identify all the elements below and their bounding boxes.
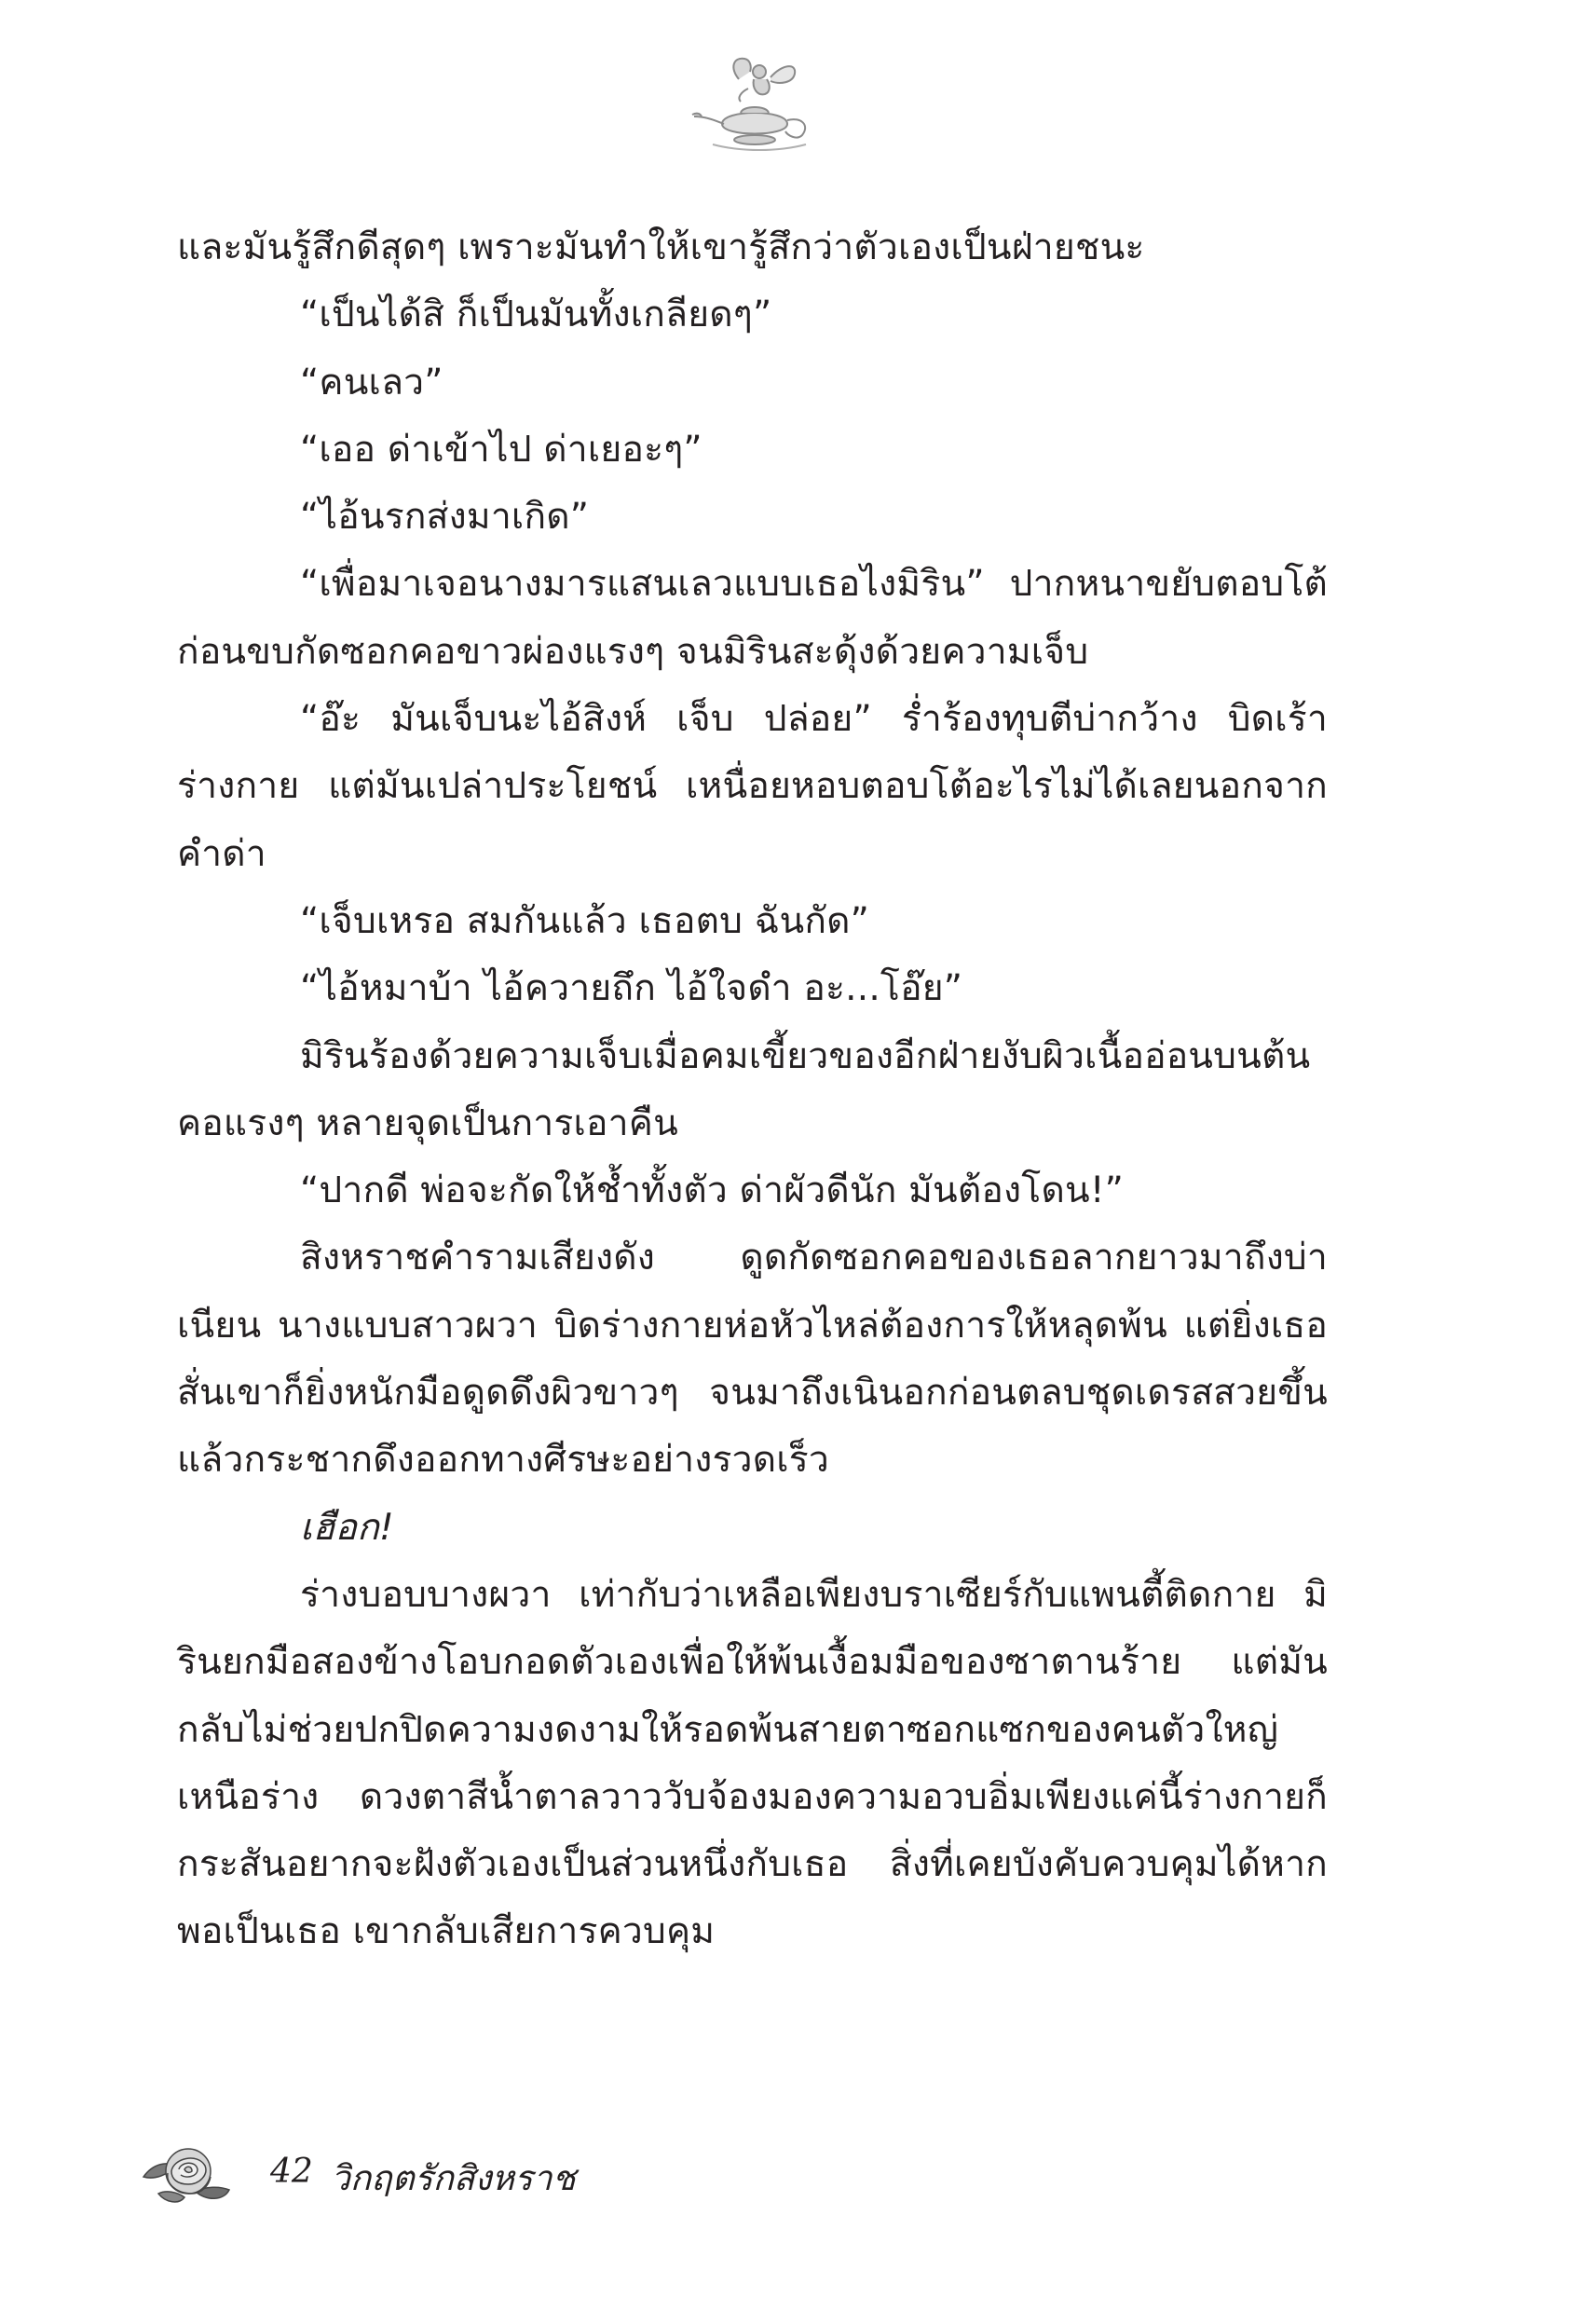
body-paragraph: “คนเลว” — [300, 361, 443, 403]
book-title: วิกฤตรักสิงหราช — [331, 2158, 576, 2198]
magic-lamp-cherub-icon — [685, 51, 825, 154]
body-paragraph: และมันรู้สึกดีสุดๆ เพราะมันทำให้เขารู้สึกว่าตัวเองเป็นฝ่ายชนะ — [177, 226, 1145, 268]
chapter-body-text — [177, 214, 1328, 1966]
page-number: 42 — [270, 2153, 313, 2191]
body-paragraph: “เจ็บเหรอ สมกันแล้ว เธอตบ ฉันกัด” — [300, 899, 870, 942]
body-paragraph: เฮือก! — [300, 1506, 394, 1549]
body-paragraph: “เพื่อมาเจอนางมารแสนเลวแบบเธอไงมิริน” ปากหนาขยับตอบโต้ก่อนขบกัดซอกคอขาวผ่องแรงๆ จนมิรินสะดุ้งด้วยความเจ็บ — [177, 563, 1328, 673]
body-paragraph: “ไอ้นรกส่งมาเกิด” — [300, 496, 590, 539]
body-paragraph: “อ๊ะ มันเจ็บนะไอ้สิงห์ เจ็บ ปล่อย” ร่ำร้องทุบตีบ่ากว้าง บิดเร้าร่างกาย แต่มันเปล่าประโยชน์ เหนื่อยหอบตอบโต้อะไรไม่ได้เลยนอกจากคำด่า — [177, 698, 1328, 875]
body-paragraph: “เป็นได้สิ ก็เป็นมันทั้งเกลียดๆ” — [300, 294, 772, 336]
rose-flower-icon — [140, 2136, 233, 2210]
page-footer — [140, 2136, 699, 2210]
body-paragraph: ร่างบอบบางผวา เท่ากับว่าเหลือเพียงบราเซียร์กับแพนตี้ติดกาย มิรินยกมือสองข้างโอบกอดตัวเองเพื่อให้พ้นเงื้อมมือของซาตานร้าย แต่มันกลับไม่ช่วยปกปิดความงดงามให้รอดพ้นสายตาซอกแซกของคนตัวใหญ่เหนือร่าง ดวงตาสีน้ำตาลวาววับจ้องมองความอวบอิ่มเพียงแค่นี้ร่างกายก็กระสันอยากจะฝังตัวเองเป็นส่วนหนึ่งกับเธอ สิ่งที่เคยบังคับควบคุมได้หากพอเป็นเธอ เขากลับเสียการควบคุม — [177, 1573, 1328, 1953]
body-paragraph: “เออ ด่าเข้าไป ด่าเยอะๆ” — [300, 428, 703, 471]
body-paragraph: “ไอ้หมาบ้า ไอ้ควายถึก ไอ้ใจดำ อะ...โอ๊ย” — [300, 967, 963, 1010]
body-paragraph: มิรินร้องด้วยความเจ็บเมื่อคมเขี้ยวของอีกฝ่ายงับผิวเนื้ออ่อนบนต้นคอแรงๆ หลายจุดเป็นการเอาคืน — [177, 1034, 1311, 1144]
body-paragraph: “ปากดี พ่อจะกัดให้ช้ำทั้งตัว ด่าผัวดีนัก มันต้องโดน!” — [300, 1169, 1125, 1212]
body-paragraph: สิงหราชคำรามเสียงดัง ดูดกัดซอกคอของเธอลากยาวมาถึงบ่าเนียน นางแบบสาวผวา บิดร่างกายห่อหัวไหล่ต้องการให้หลุดพ้น แต่ยิ่งเธอสั่นเขาก็ยิ่งหนักมือดูดดึงผิวขาวๆ จนมาถึงเนินอกก่อนตลบชุดเดรสสวยขึ้นแล้วกระชากดึงออกทางศีรษะอย่างรวดเร็ว — [177, 1237, 1328, 1482]
